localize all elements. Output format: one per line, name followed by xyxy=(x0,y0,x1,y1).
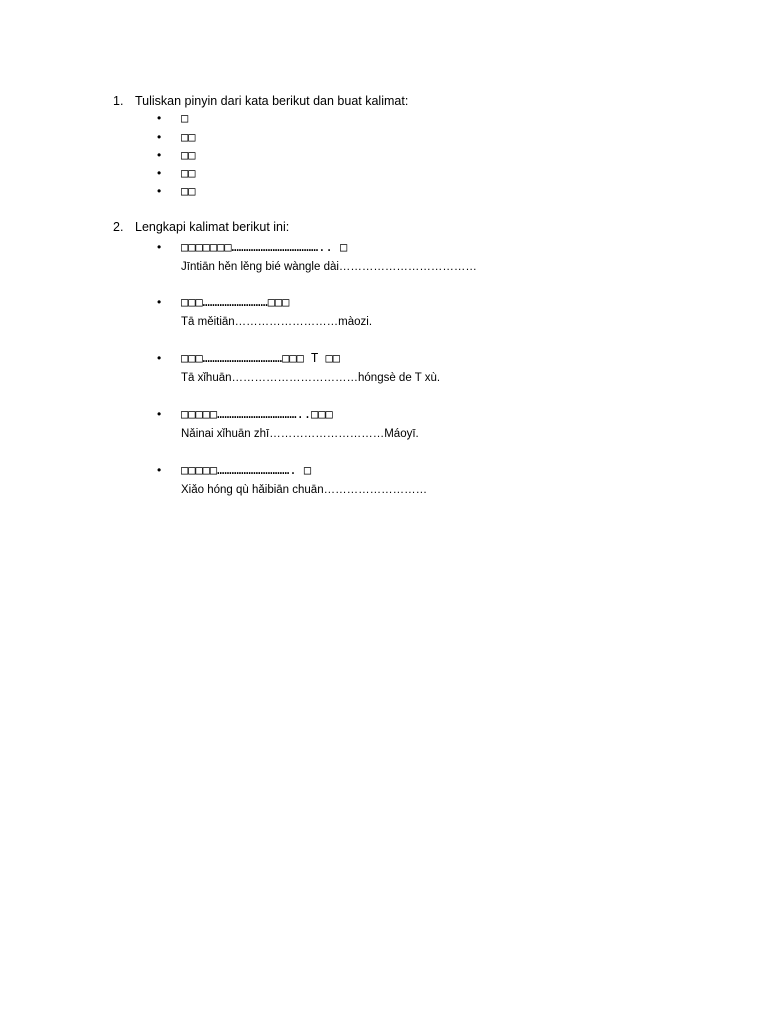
word-item: □□ xyxy=(181,148,196,162)
word-item: □□ xyxy=(181,166,196,180)
sentence-item xyxy=(157,295,289,310)
sentence-pinyin: Tā xǐhuān……………………………hóngsè de T xù. xyxy=(181,372,441,384)
word-item: □ xyxy=(181,111,189,125)
bullet-icon: • xyxy=(157,166,162,180)
sentence-pinyin: Nǎinai xǐhuān zhī…………………………Máoyī. xyxy=(181,428,419,440)
word-item: □□ xyxy=(181,184,196,198)
bullet-icon: • xyxy=(157,407,162,421)
question-1-item xyxy=(157,166,195,181)
sentence-pinyin: Jīntiān hěn lěng bié wàngle dài……………………………… xyxy=(181,261,477,273)
sentence-pinyin: Tā měitiān………………………màozi. xyxy=(181,316,373,328)
sentence-line: □□□□□……………………………..□□□ xyxy=(181,407,333,421)
word-item: □□ xyxy=(181,130,196,144)
sentence-pinyin: Xiǎo hóng qù hǎibiān chuān……………………… xyxy=(181,484,428,496)
sentence-item xyxy=(157,351,340,366)
sentence-line: □□□□□…………………………. □ xyxy=(181,463,312,477)
sentence-line: □□□………………………□□□ xyxy=(181,295,290,309)
sentence-line: □□□……………………………□□□ T □□ xyxy=(181,351,340,365)
sentence-item xyxy=(157,407,333,422)
sentence-item xyxy=(157,240,347,255)
question-1-prompt: Tuliskan pinyin dari kata berikut dan buat kalimat: xyxy=(135,94,409,108)
question-2-number: 2. xyxy=(113,220,124,234)
bullet-icon: • xyxy=(157,240,162,254)
question-1-number: 1. xyxy=(113,94,124,108)
question-1 xyxy=(113,94,408,109)
bullet-icon: • xyxy=(157,351,162,365)
question-1-item xyxy=(157,148,195,163)
sentence-line: □□□□□□□……………………………….. □ xyxy=(181,240,348,254)
sentence-item xyxy=(157,463,311,478)
question-1-item xyxy=(157,184,195,199)
bullet-icon: • xyxy=(157,184,162,198)
question-1-item xyxy=(157,130,195,145)
question-1-item xyxy=(157,111,188,126)
question-2-prompt: Lengkapi kalimat berikut ini: xyxy=(135,220,290,234)
bullet-icon: • xyxy=(157,463,162,477)
bullet-icon: • xyxy=(157,111,162,125)
question-2 xyxy=(113,220,289,235)
bullet-icon: • xyxy=(157,130,162,144)
bullet-icon: • xyxy=(157,295,162,309)
bullet-icon: • xyxy=(157,148,162,162)
